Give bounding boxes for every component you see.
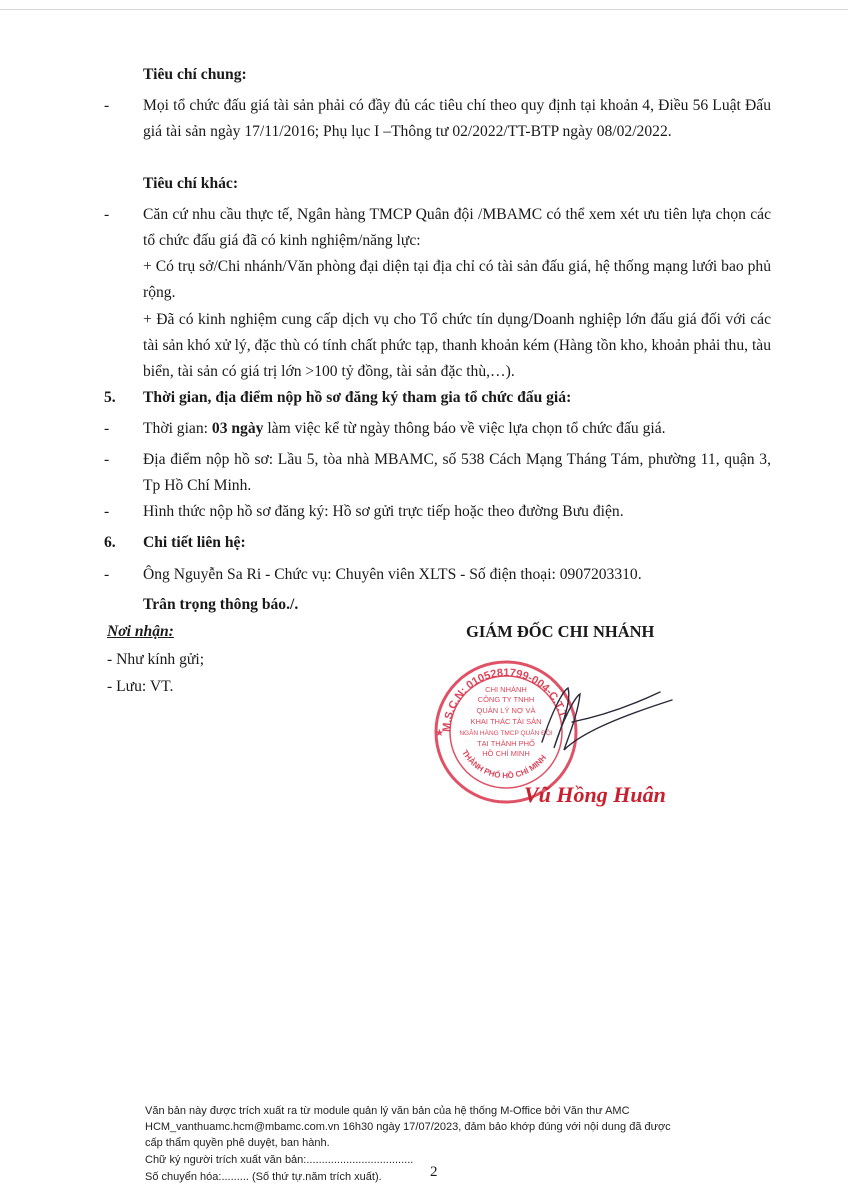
section-6-title: Chi tiết liên hệ: (143, 534, 246, 551)
page-number: 2 (430, 1164, 438, 1180)
stamp-line: HỒ CHÍ MINH (482, 749, 530, 758)
time-prefix: Thời gian: (143, 420, 212, 437)
section-5-place: Địa điểm nộp hồ sơ: Lầu 5, tòa nhà MBAMC, số 538 Cách Mạng Tháng Tám, phường 11, quận 3, Tp Hồ Chí Minh. (143, 451, 771, 494)
section-5-time (143, 416, 666, 442)
stamp-line: TẠI THÀNH PHỐ (477, 739, 535, 748)
stamp-tax-code: M.S.C.N: 0105281799-004-C.T.T (440, 666, 569, 733)
stamp-line: KHAI THÁC TÀI SẢN (470, 717, 542, 726)
general-criteria-text: Mọi tổ chức đấu giá tài sản phải có đầy đủ các tiêu chí theo quy định tại khoản 4, Điều 56 Luật Đấu giá tài sản ngày 17/11/2016; Phụ lục I –Thông tư 02/2022/TT-BTP ngày 08/02/2022. (143, 97, 771, 140)
signer-title: GIÁM ĐỐC CHI NHÁNH (466, 622, 655, 641)
time-suffix: làm việc kể từ ngày thông báo về việc lựa chọn tổ chức đấu giá. (263, 420, 666, 437)
footer-line: Văn bản này được trích xuất ra từ module quản lý văn bản của hệ thống M-Office bởi Văn thư AMC (145, 1105, 630, 1117)
stamp-line: CÔNG TY TNHH (477, 695, 535, 704)
footer-line: Chữ ký người trích xuất văn bản:................................... (145, 1154, 414, 1166)
red-stamp (435, 662, 576, 802)
other-criteria-heading: Tiêu chí khác: (143, 175, 239, 192)
bullet-dash: - (104, 451, 110, 468)
signer-name: Vũ Hồng Huân (524, 782, 666, 807)
other-criteria-text: Căn cứ nhu cầu thực tế, Ngân hàng TMCP Quân đội /MBAMC có thể xem xét ưu tiên lựa chọn các tổ chức đấu giá đã có kinh nghiệm/năng lực: (143, 206, 771, 249)
section-6-contact: Ông Nguyễn Sa Ri - Chức vụ: Chuyên viên XLTS - Số điện thoại: 0907203310. (143, 566, 642, 583)
bullet-dash: - (104, 420, 110, 437)
official-stamp-signature (422, 652, 712, 812)
section-5-title: Thời gian, địa điểm nộp hồ sơ đăng ký tham gia tổ chức đấu giá: (143, 389, 572, 406)
svg-text:★: ★ (435, 728, 444, 739)
recipient-item: - Lưu: VT. (107, 678, 174, 695)
recipient-item: - Như kính gửi; (107, 651, 205, 668)
section-5-form: Hình thức nộp hồ sơ đăng ký: Hồ sơ gửi trực tiếp hoặc theo đường Bưu điện. (143, 503, 624, 520)
bullet-dash: - (104, 566, 110, 583)
other-bullet: - (104, 206, 110, 223)
time-bold: 03 ngày (211, 420, 264, 437)
stamp-bottom-text: THÀNH PHỐ HỒ CHÍ MINH (460, 748, 549, 781)
section-5-number: 5. (104, 389, 116, 406)
footer-line: HCM_vanthuamc.hcm@mbamc.com.vn 16h30 ngày 17/07/2023, đảm bảo khớp đúng với nội dung đã được (145, 1121, 671, 1133)
bullet-dash: - (104, 503, 110, 520)
section-6-number: 6. (104, 534, 116, 551)
closing-text: Trân trọng thông báo./. (143, 596, 299, 613)
recipients-heading: Nơi nhận: (107, 623, 174, 640)
footer-line: cấp thẩm quyền phê duyệt, ban hành. (145, 1137, 330, 1149)
footer-line: Số chuyển hóa:......... (Số thứ tự.năm trích xuất). (145, 1171, 382, 1183)
stamp-line: NGÂN HÀNG TMCP QUÂN ĐỘI (459, 730, 553, 737)
other-criteria-plus-2: + Đã có kinh nghiệm cung cấp dịch vụ cho Tổ chức tín dụng/Doanh nghiệp lớn đấu giá đối với các tài sản khó xử lý, đặc thù có tính chất phức tạp, thanh khoản kém (Hàng tồn kho, khoản phải thu, tàu biển, tài sản có giá trị lớn >100 tỷ đồng, tài sản đặc thù,…). (143, 311, 771, 380)
stamp-line: QUẢN LÝ NỢ VÀ (476, 706, 536, 715)
top-border (0, 9, 848, 10)
stamp-line: CHI NHÁNH (485, 685, 527, 694)
general-criteria-heading: Tiêu chí chung: (143, 66, 247, 83)
other-criteria-plus-1: + Có trụ sở/Chi nhánh/Văn phòng đại diện tại địa chỉ có tài sản đấu giá, hệ thống mạng lưới bao phủ rộng. (143, 258, 771, 301)
general-bullet: - (104, 97, 110, 114)
